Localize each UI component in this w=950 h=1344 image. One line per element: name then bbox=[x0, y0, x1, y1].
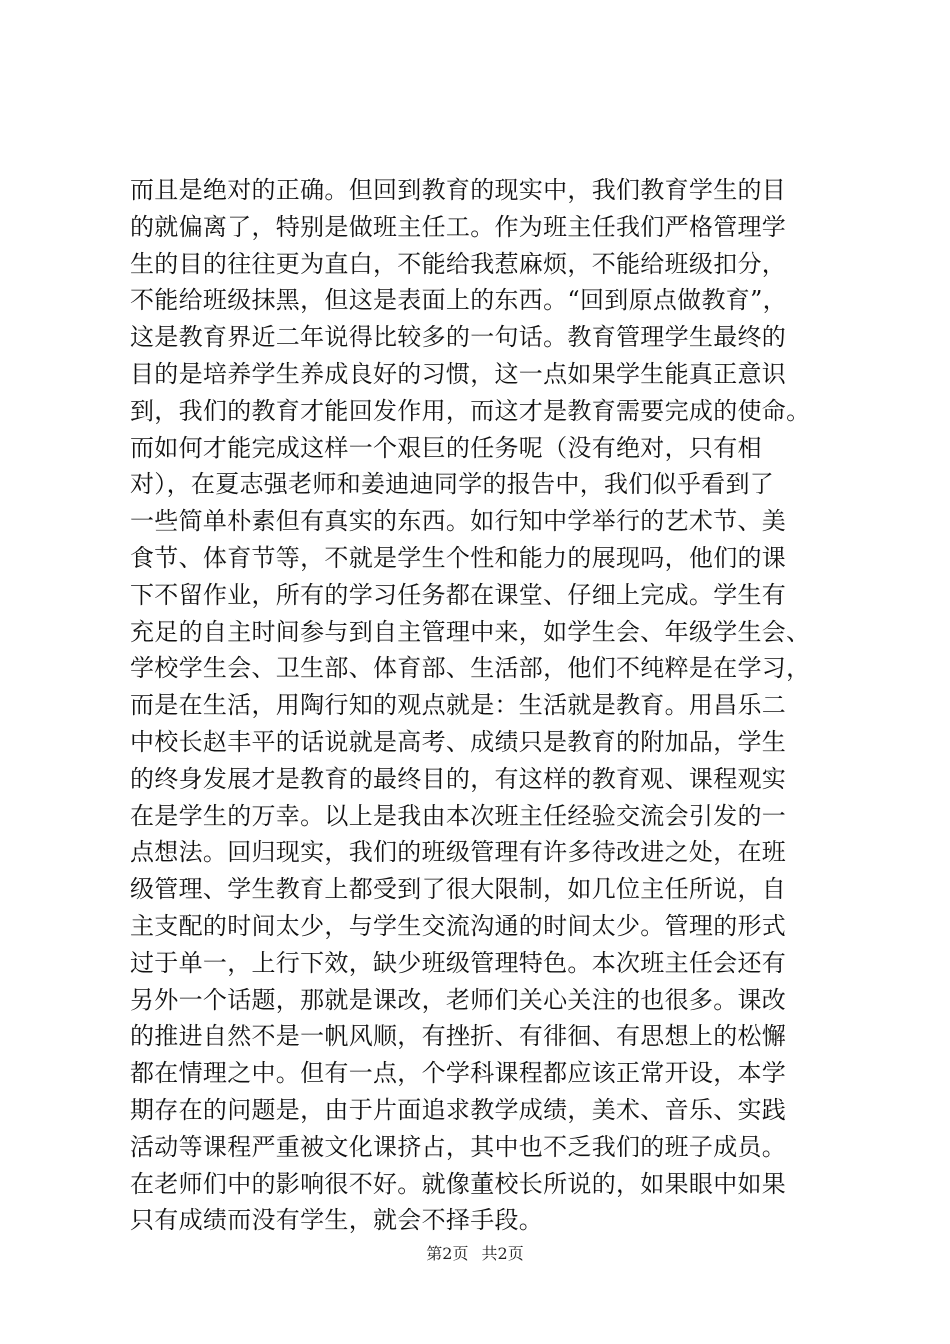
text-line: 充足的自主时间参与到自主管理中来，如学生会、年级学生会、 bbox=[130, 617, 811, 646]
text-line: 这是教育界近二年说得比较多的一句话。教育管理学生最终的 bbox=[130, 323, 787, 352]
text-line: 食节、体育节等，不就是学生个性和能力的展现吗，他们的课 bbox=[130, 543, 787, 572]
text-line: 只有成绩而没有学生，就会不择手段。 bbox=[130, 1206, 544, 1235]
text-line: 的就偏离了，特别是做班主任工。作为班主任我们严格管理学 bbox=[130, 212, 787, 241]
text-line: 主支配的时间太少，与学生交流沟通的时间太少。管理的形式 bbox=[130, 911, 787, 940]
text-line: 而且是绝对的正确。但回到教育的现实中，我们教育学生的目 bbox=[130, 176, 787, 204]
text-line: 点想法。回归现实，我们的班级管理有许多待改进之处，在班 bbox=[130, 838, 787, 867]
page-footer bbox=[0, 1244, 950, 1264]
text-line: 在是学生的万幸。以上是我由本次班主任经验交流会引发的一 bbox=[130, 801, 787, 830]
text-line: 到，我们的教育才能回发作用，而这才是教育需要完成的使命。 bbox=[130, 396, 811, 425]
text-line: 在老师们中的影响很不好。就像董校长所说的，如果眼中如果 bbox=[130, 1169, 787, 1198]
text-line: 学校学生会、卫生部、体育部、生活部，他们不纯粹是在学习， bbox=[130, 654, 811, 683]
text-line: 一些简单朴素但有真实的东西。如行知中学举行的艺术节、美 bbox=[130, 507, 787, 536]
text-line: 目的是培养学生养成良好的习惯，这一点如果学生能真正意识 bbox=[130, 359, 787, 388]
page-total: 共2页 bbox=[481, 1244, 524, 1263]
text-line: 的推进自然不是一帆风顺，有挫折、有徘徊、有思想上的松懈 bbox=[130, 1022, 787, 1051]
text-line: 不能给班级抹黑，但这是表面上的东西。“回到原点做教育”， bbox=[130, 286, 787, 315]
page-number: 第2页 bbox=[426, 1244, 469, 1263]
text-line: 过于单一，上行下效，缺少班级管理特色。本次班主任会还有 bbox=[130, 948, 787, 977]
text-line: 另外一个话题，那就是课改，老师们关心关注的也很多。课改 bbox=[130, 985, 787, 1014]
text-line: 生的目的往往更为直白，不能给我惹麻烦，不能给班级扣分， bbox=[130, 249, 787, 278]
text-line: 中校长赵丰平的话说就是高考、成绩只是教育的附加品，学生 bbox=[130, 727, 787, 756]
text-line: 而是在生活，用陶行知的观点就是：生活就是教育。用昌乐二 bbox=[130, 691, 787, 720]
body-text bbox=[130, 172, 830, 1239]
text-line: 活动等课程严重被文化课挤占，其中也不乏我们的班子成员。 bbox=[130, 1132, 787, 1161]
text-line: 都在情理之中。但有一点，个学科课程都应该正常开设，本学 bbox=[130, 1059, 787, 1088]
text-line: 期存在的问题是，由于片面追求教学成绩，美术、音乐、实践 bbox=[130, 1095, 787, 1124]
text-line: 而如何才能完成这样一个艰巨的任务呢（没有绝对，只有相 bbox=[130, 433, 762, 462]
text-line: 对），在夏志强老师和姜迪迪同学的报告中，我们似乎看到了 bbox=[130, 470, 775, 499]
text-line: 的终身发展才是教育的最终目的，有这样的教育观、课程观实 bbox=[130, 764, 787, 793]
text-line: 级管理、学生教育上都受到了很大限制，如几位主任所说，自 bbox=[130, 875, 787, 904]
text-line: 下不留作业，所有的学习任务都在课堂、仔细上完成。学生有 bbox=[130, 580, 787, 609]
